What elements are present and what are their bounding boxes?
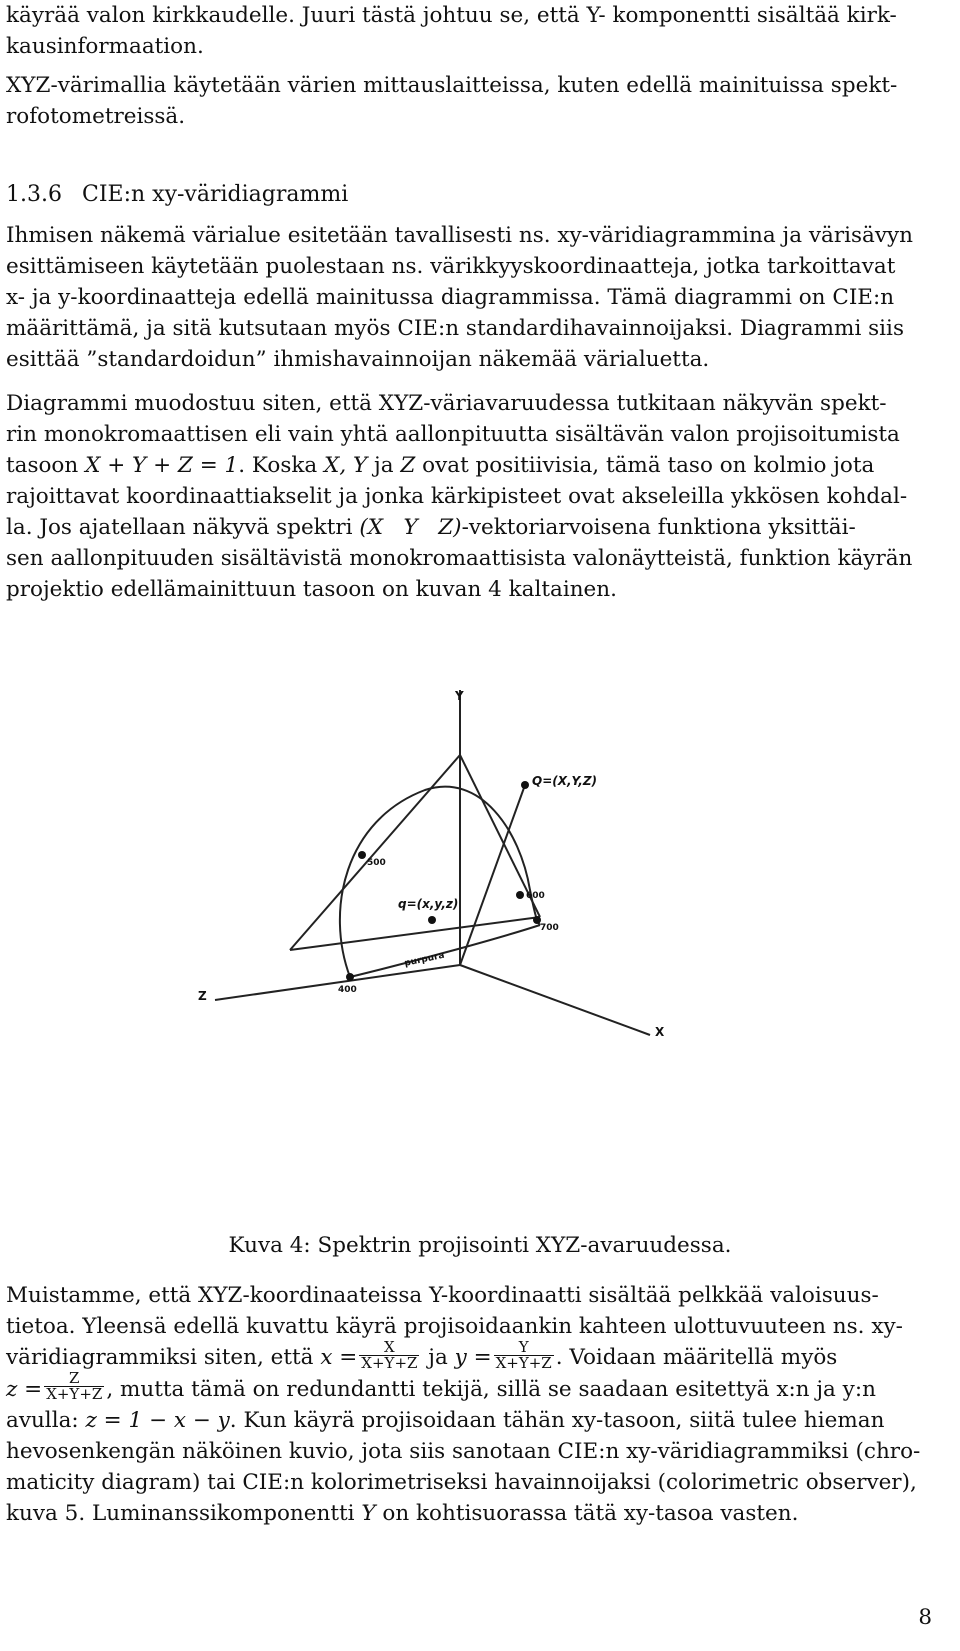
text-span: . Kun käyrä projisoidaan tähän xy-tasoon, siitä tulee hieman [229,1408,885,1433]
equation-x: x = [320,1345,358,1370]
text-span: , mutta tämä on redundantti tekijä, sillä se saadaan esitettyä x:n ja y:n [106,1376,876,1402]
section-title: CIE:n xy-väridiagrammi [82,182,349,207]
text-line: rofotometreissä. [6,104,186,129]
fraction-y [494,1337,554,1372]
point-500 [358,851,366,859]
text-line: projektio edellämainittuun tasoon on kuvan 4 kaltainen. [6,577,617,602]
label-600: 600 [526,891,545,901]
text-span: kuva 5. Luminanssikomponentti [6,1501,362,1526]
text-line: esittää ”standardoidun” ihmishavainnoijan näkemää värialuetta. [6,347,710,372]
text-line [6,1337,956,1374]
fraction-numerator: X [359,1340,419,1356]
vector-inline: (X Y Z) [359,515,462,540]
fraction-z [44,1371,104,1402]
point-600 [516,891,524,899]
text-line: määrittämä, ja sitä kutsutaan myös CIE:n standardihavainnoijaksi. Diagrammi siis [6,316,904,341]
text-span: -vektoriarvoisena funktiona yksittäi- [461,515,856,540]
text-line: rajoittavat koordinaattiakselit ja jonka kärkipisteet ovat akseleilla ykkösen kohdal- [6,484,908,509]
spectral-locus-curve [340,787,540,977]
text-line [6,450,956,481]
text-line: rin monokromaattisen eli vain yhtä aallonpituutta sisältävän valon projisoitumista [6,422,900,447]
point-Q [521,781,529,789]
equation-y: y = [454,1345,492,1370]
intro-paragraph [6,0,956,62]
variables-inline: X, Y [324,453,368,478]
text-line: käyrää valon kirkkaudelle. Juuri tästä johtuu se, että Y- komponentti sisältää kirk- [6,3,897,28]
point-400 [346,973,354,981]
label-z-axis: Z [198,989,207,1003]
equation-z-redundant: z = 1 − x − y [85,1408,230,1433]
fraction-numerator: Z [44,1371,104,1387]
paragraph-2 [6,388,956,605]
fraction-denominator: X+Y+Z [46,1385,103,1403]
point-q [428,916,436,924]
figure-caption: Kuva 4: Spektrin projisointi XYZ-avaruudessa. [228,1233,732,1258]
text-line [6,1369,956,1406]
text-line: kausinformaation. [6,34,204,59]
fraction-denominator: X+Y+Z [361,1353,418,1372]
label-Q: Q=(X,Y,Z) [532,774,597,788]
equation-z: z = [6,1376,43,1402]
text-span: väridiagrammiksi siten, että [6,1345,321,1370]
text-line: XYZ-värimallia käytetään värien mittauslaitteissa, kuten edellä mainituissa spekt- [6,73,898,98]
triangle-edge-bottom [290,917,540,950]
text-span: avulla: [6,1408,86,1433]
variable-y: Y [361,1501,376,1526]
projection-diagram [140,690,780,1160]
fraction-x [359,1337,419,1372]
label-y-axis: Y [455,690,464,703]
text-span: . Koska [238,453,325,478]
paragraph-3 [6,1280,956,1529]
text-line [6,1405,956,1436]
text-line: esittämiseen käytetään puolestaan ns. värikkyyskoordinaatteja, jotka tarkoittavat [6,254,896,279]
text-line: tietoa. Yleensä edellä kuvattu käyrä projisoidaankin kahteen ulottuvuuteen ns. xy- [6,1314,903,1339]
equation-inline: X + Y + Z = 1 [85,453,239,478]
label-500: 500 [367,858,386,868]
paragraph-1 [6,220,956,375]
text-line: hevosenkengän näköinen kuvio, jota siis sanotaan CIE:n xy-väridiagrammiksi (chro- [6,1439,921,1464]
text-span: tasoon [6,453,86,478]
fraction-numerator: Y [494,1340,554,1356]
text-line [6,1498,956,1529]
text-span: . Voidaan määritellä myös [555,1345,838,1370]
page-number: 8 [918,1605,932,1630]
label-q: q=(x,y,z) [398,897,459,911]
label-purple-line: purpura [403,950,446,969]
text-span: on kohtisuorassa tätä xy-tasoa vasten. [375,1501,799,1526]
text-line: sen aallonpituuden sisältävistä monokromaattisista valonäytteistä, funktion käyrän [6,546,913,571]
fraction-denominator: X+Y+Z [495,1353,552,1372]
text-line: Muistamme, että XYZ-koordinaateissa Y-koordinaatti sisältää pelkkää valoisuus- [6,1283,879,1308]
section-number: 1.3.6 [6,182,62,207]
text-span: ja [367,453,401,478]
label-700: 700 [540,923,559,933]
variable-z: Z [400,453,416,478]
text-span: ja [421,1345,455,1370]
figure-xyz-projection [140,690,780,1160]
text-span: la. Jos ajatellaan näkyvä spektri [6,515,360,540]
vector-line-Q [460,785,525,965]
intro-paragraph-2 [6,70,956,132]
purple-line [350,925,540,977]
text-line: x- ja y-koordinaatteja edellä mainitussa diagrammissa. Tämä diagrammi on CIE:n [6,285,895,310]
label-400: 400 [338,985,357,995]
x-axis-line [460,965,650,1035]
text-line: maticity diagram) tai CIE:n kolorimetriseksi havainnoijaksi (colorimetric observer), [6,1470,917,1495]
text-span: ovat positiivisia, tämä taso on kolmio jota [415,453,875,478]
text-line: Ihmisen näkemä värialue esitetään tavallisesti ns. xy-väridiagrammina ja värisävyn [6,223,913,248]
label-x-axis: X [655,1025,665,1039]
section-heading [6,182,348,207]
text-line [6,512,956,543]
text-line: Diagrammi muodostuu siten, että XYZ-väriavaruudessa tutkitaan näkyvän spekt- [6,391,887,416]
